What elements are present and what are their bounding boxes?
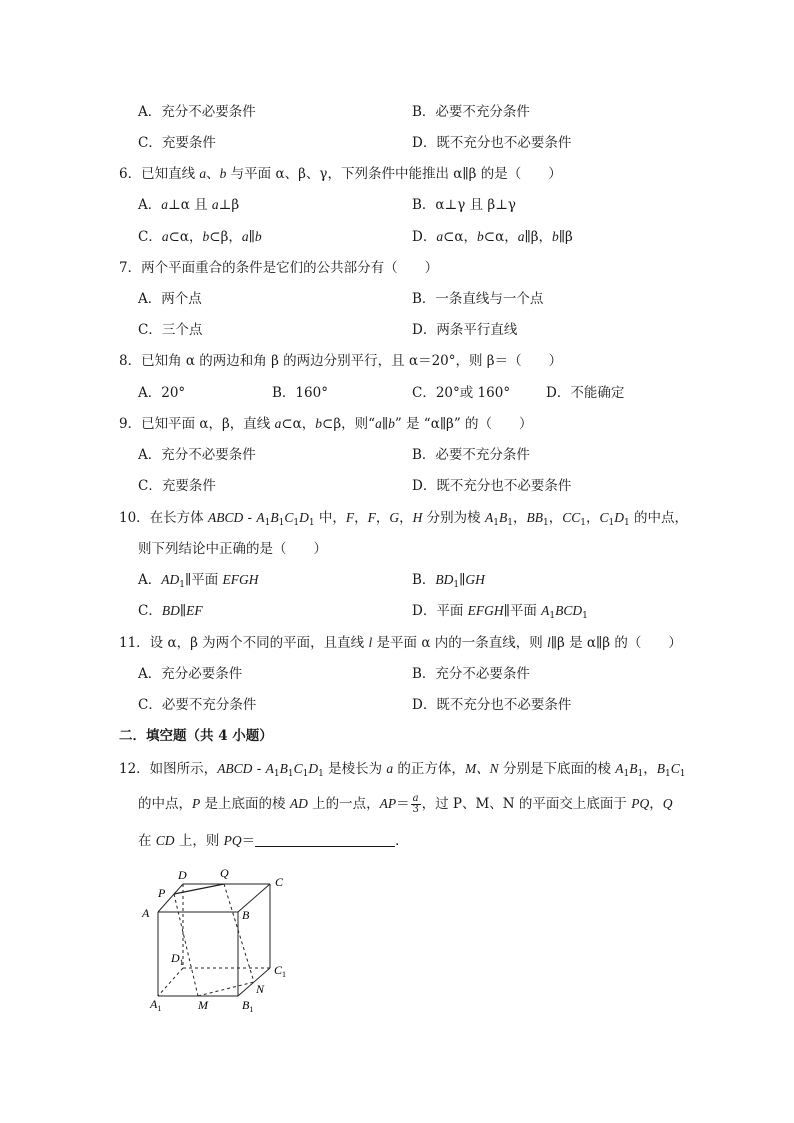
q7-option-c: C．三个点	[138, 322, 203, 338]
q12-stem-line2: 的中点，P 是上底面的棱 AD 上的一点，AP＝ $\frac{a}{3}$ ，过 P、M、N 的平面交上底面于 PQ，Q	[138, 793, 673, 815]
q11-option-a: A．充分必要条件	[138, 666, 243, 682]
q10-option-b: B．$BD_1\parallel GH$	[412, 572, 485, 590]
q10-option-d: D．平面 EFGH∥平面 $A_1BCD_1$	[412, 603, 588, 621]
answer-blank[interactable]	[255, 834, 395, 847]
label-a1: $A_1$	[150, 997, 162, 1013]
label-m: M	[198, 998, 208, 1012]
q7-stem: 7．两个平面重合的条件是它们的公共部分有（ ）	[119, 260, 439, 276]
fraction-a-over-3: $\frac{a}{3}$	[412, 793, 419, 815]
q9-option-d: D．既不充分也不必要条件	[412, 478, 572, 494]
edge-d1a1-hidden	[158, 968, 183, 996]
q7-option-d: D．两条平行直线	[412, 322, 518, 338]
q10-option-a: A．$AD_1\parallel$平面 EFGH	[138, 572, 259, 590]
label-b1: $B_1$	[242, 998, 254, 1014]
label-d1: $D_1$	[171, 951, 184, 967]
q12-stem-line3: 在 CD 上，则 PQ＝ ．	[138, 833, 409, 849]
label-b: B	[242, 908, 250, 922]
q9-option-b: B．必要不充分条件	[412, 447, 530, 463]
segment-qn	[224, 884, 254, 982]
q11-stem: 11．设 α，β 为两个不同的平面，且直线 l 是平面 α 内的一条直线，则 l∥β 是 α∥β 的（ ）	[119, 635, 682, 651]
q8-option-d: D．不能确定	[546, 385, 625, 401]
q5-option-a: A．充分不必要条件	[138, 104, 256, 120]
label-p: P	[158, 886, 166, 900]
section-fill-in-heading: 二．填空题（共 4 小题）	[119, 728, 273, 744]
q10-stem: 10．在长方体 ABCD - $A_1B_1C_1D_1$ 中，F，F，G，H 分别为棱 $A_1B_1$，$BB_1$，$CC_1$，$C_1D_1$ 的中点，	[119, 510, 688, 528]
label-d: D	[178, 868, 187, 882]
label-c: C	[275, 875, 284, 889]
q5-option-c: C．充要条件	[138, 135, 216, 151]
q7-option-b: B．一条直线与一个点	[412, 291, 544, 307]
q6-option-b: B．α⊥γ 且 β⊥γ	[412, 197, 516, 213]
q10-option-c: C．BD∥EF	[138, 603, 203, 619]
label-n: N	[256, 982, 265, 996]
q7-option-a: A．两个点	[138, 291, 202, 307]
q11-option-b: B．充分不必要条件	[412, 666, 530, 682]
q9-option-a: A．充分不必要条件	[138, 447, 256, 463]
label-a: A	[142, 906, 150, 920]
q6-option-a: A．a⊥α 且 a⊥β	[138, 197, 240, 213]
label-c1: $C_1$	[274, 963, 287, 979]
q9-option-c: C．充要条件	[138, 478, 216, 494]
q8-stem: 8．已知角 α 的两边和角 β 的两边分别平行，且 α＝20°，则 β＝（ ）	[119, 353, 563, 369]
q11-option-c: C．必要不充分条件	[138, 697, 257, 713]
q5-option-d: D．既不充分也不必要条件	[412, 135, 572, 151]
q11-option-d: D．既不充分也不必要条件	[412, 697, 572, 713]
label-q: Q	[220, 866, 229, 880]
q6-option-d: D．a⊂α，b⊂α，a∥β，b∥β	[412, 229, 573, 245]
segment-pm	[174, 894, 198, 996]
q10-stem-line2: 则下列结论中正确的是（ ）	[138, 541, 327, 557]
cube-figure	[138, 862, 298, 1022]
q8-option-a: A．20°	[138, 385, 186, 401]
q5-option-b: B．必要不充分条件	[412, 104, 530, 120]
q6-stem: 6．已知直线 a、b 与平面 α、β、γ，下列条件中能推出 α∥β 的是（ ）	[119, 166, 562, 182]
q9-stem: 9．已知平面 α，β，直线 a⊂α，b⊂β，则“a∥b” 是 “α∥β” 的（ ）	[119, 416, 533, 432]
q6-option-c: C．a⊂α，b⊂β，a∥b	[138, 229, 262, 245]
q8-option-c: C．20°或 160°	[412, 385, 511, 401]
q8-option-b: B．160°	[272, 385, 328, 401]
q12-stem-line1: 12．如图所示，ABCD - $A_1B_1C_1D_1$ 是棱长为 a 的正方体，M、N 分别是下底面的棱 $A_1B_1$，$B_1C_1$	[119, 761, 686, 779]
